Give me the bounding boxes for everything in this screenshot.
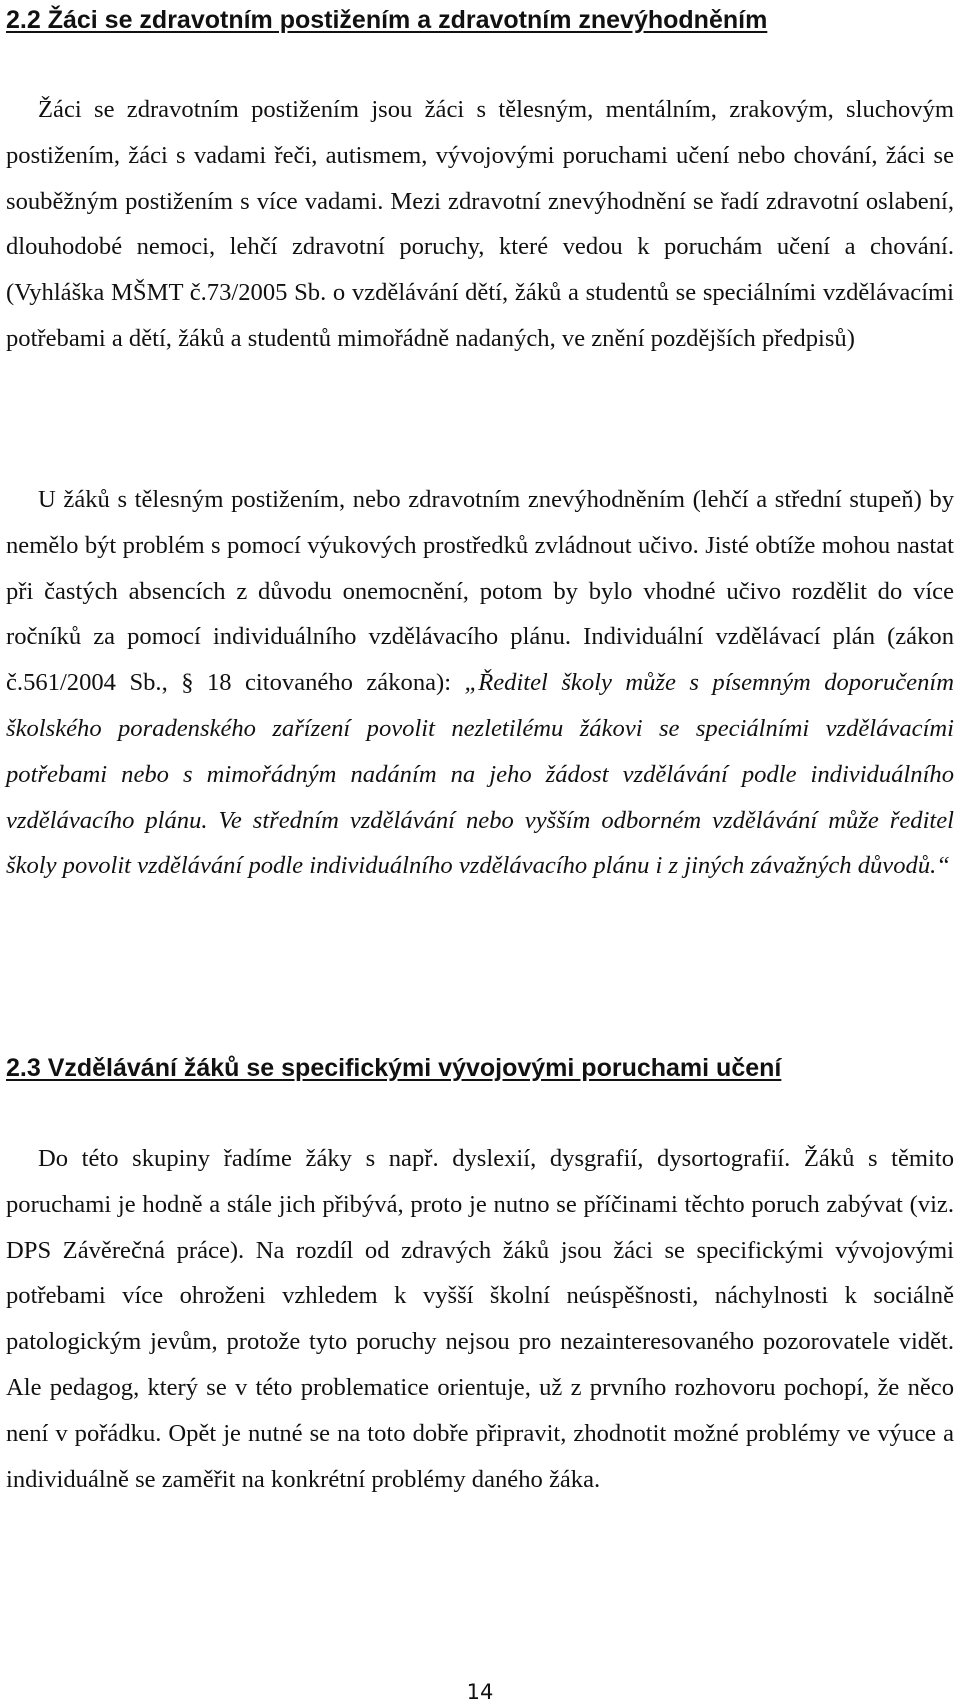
paragraph-physical-disability-text: U žáků s tělesným postižením, nebo zdravotním znevýhodněním (lehčí a střední stupeň) by nemělo být problém s pomocí výukových prostředků zvládnout učivo. Jisté obtíže mohou nastat při častých absencích z důvodu onemocnění, potom by bylo vhodné učivo rozdělit do více ročníků za pomocí individuálního vzdělávacího plánu. Individuální vzdělávací plán (zákon č.561/2004 Sb., § 18 citovaného zákona):: [6, 486, 954, 697]
law-quotation: „Ředitel školy může s písemným doporučením školského poradenského zařízení povolit nezletilému žákovi se speciálními vzdělávacími potřebami nebo s mimořádným nadáním na jeho žádost vzdělávání podle individuálního vzdělávacího plánu. Ve středním vzdělávání nebo vyšším odborném vzdělávání může ředitel školy povolit vzdělávání podle individuálního vzdělávacího plánu i z jiných závažných důvodů.“: [6, 669, 954, 880]
section-heading-2-2: 2.2 Žáci se zdravotním postižením a zdravotním znevýhodněním: [6, 6, 768, 34]
paragraph-definition: Žáci se zdravotním postižením jsou žáci s tělesným, mentálním, zrakovým, sluchovým postižením, žáci s vadami řeči, autismem, vývojovými poruchami učení nebo chování, žáci se souběžným postižením s více vadami. Mezi zdravotní znevýhodnění se řadí zdravotní oslabení, dlouhodobé nemoci, lehčí zdravotní poruchy, které vedou k poruchám učení a chování. (Vyhláška MŠMT č.73/2005 Sb. o vzdělávání dětí, žáků a studentů se speciálními vzdělávacími potřebami a dětí, žáků a studentů mimořádně nadaných, ve znění pozdějších předpisů): [6, 96, 954, 352]
page-number: 14: [466, 1680, 494, 1704]
section-heading-2-3: 2.3 Vzdělávání žáků se specifickými vývojovými poruchami učení: [6, 1054, 782, 1082]
paragraph-learning-disorders: Do této skupiny řadíme žáky s např. dyslexií, dysgrafií, dysortografií. Žáků s těmito poruchami je hodně a stále jich přibývá, proto je nutno se příčinami těchto poruch zabývat (viz. DPS Závěrečná práce). Na rozdíl od zdravých žáků jsou žáci se specifickými vývojovými potřebami více ohroženi vzhledem k vyšší školní neúspěšnosti, náchylnosti k sociálně patologickým jevům, protože tyto poruchy nejsou pro nezainteresovaného pozorovatele vidět. Ale pedagog, který se v této problematice orientuje, už z prvního rozhovoru pochopí, že něco není v pořádku. Opět je nutné se na toto dobře připravit, zhodnotit možné problémy ve výuce a individuálně se zaměřit na konkrétní problémy daného žáka.: [6, 1145, 954, 1493]
paragraph-physical-disability: [6, 477, 954, 889]
